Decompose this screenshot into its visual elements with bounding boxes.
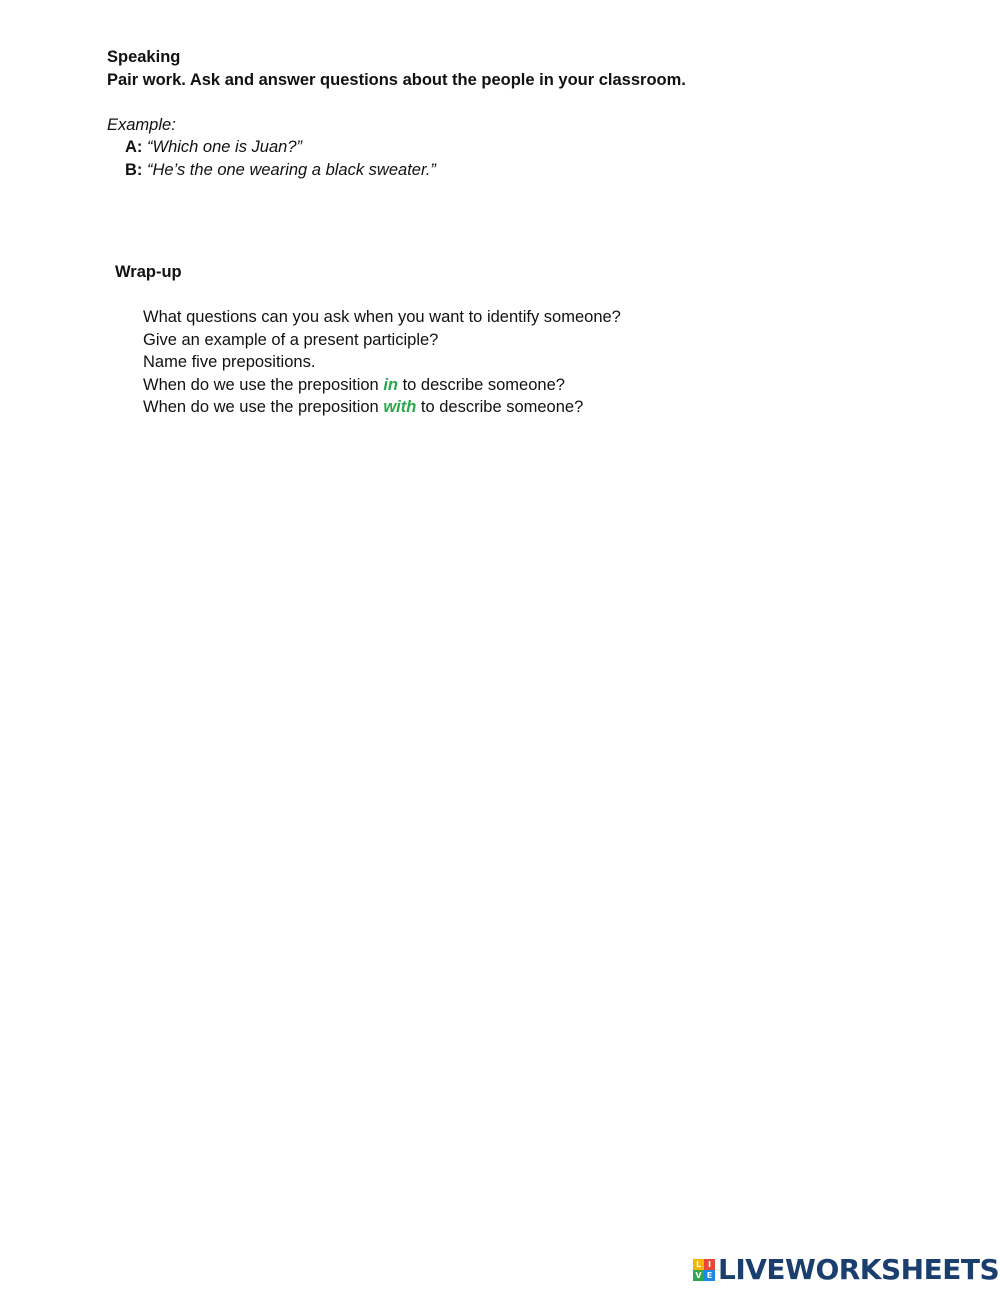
question-text-after: to describe someone? [416,398,584,416]
speaking-heading: Speaking [107,48,181,66]
dialogue-line-b [125,159,436,181]
question-text: What questions can you ask when you want to identify someone? [143,308,621,326]
question-text-before: When do we use the preposition [143,376,384,394]
speaker-b-label: B: [125,161,143,179]
question-text: Give an example of a present participle? [143,331,439,349]
speaker-a-label: A: [125,138,143,156]
wrapup-question [143,306,621,328]
liveworksheets-brand [693,1255,999,1285]
logo-letter-e: E [704,1270,715,1281]
logo-letter-l: L [693,1259,704,1270]
wrapup-question [143,351,315,373]
speaking-instruction: Pair work. Ask and answer questions about the people in your classroom. [107,71,686,89]
logo-letter-v: V [693,1270,704,1281]
question-text: Name five prepositions. [143,353,316,371]
question-text-before: When do we use the preposition [143,398,384,416]
liveworksheets-logo-icon [693,1259,715,1281]
speaker-b-text: “He’s the one wearing a black sweater.” [147,161,436,179]
wrapup-question [143,374,565,396]
logo-letter-i: I [704,1259,715,1270]
wrapup-question [143,329,438,351]
highlighted-preposition-in: in [383,376,398,394]
highlighted-preposition-with: with [383,398,417,416]
wrapup-question [143,396,583,418]
question-text-after: to describe someone? [398,376,565,394]
brand-wordmark: LIVEWORKSHEETS [718,1253,1000,1286]
example-label: Example: [107,116,176,134]
dialogue-line-a [125,136,302,158]
speaker-a-text: “Which one is Juan?” [147,138,303,156]
wrapup-heading: Wrap-up [115,263,182,281]
